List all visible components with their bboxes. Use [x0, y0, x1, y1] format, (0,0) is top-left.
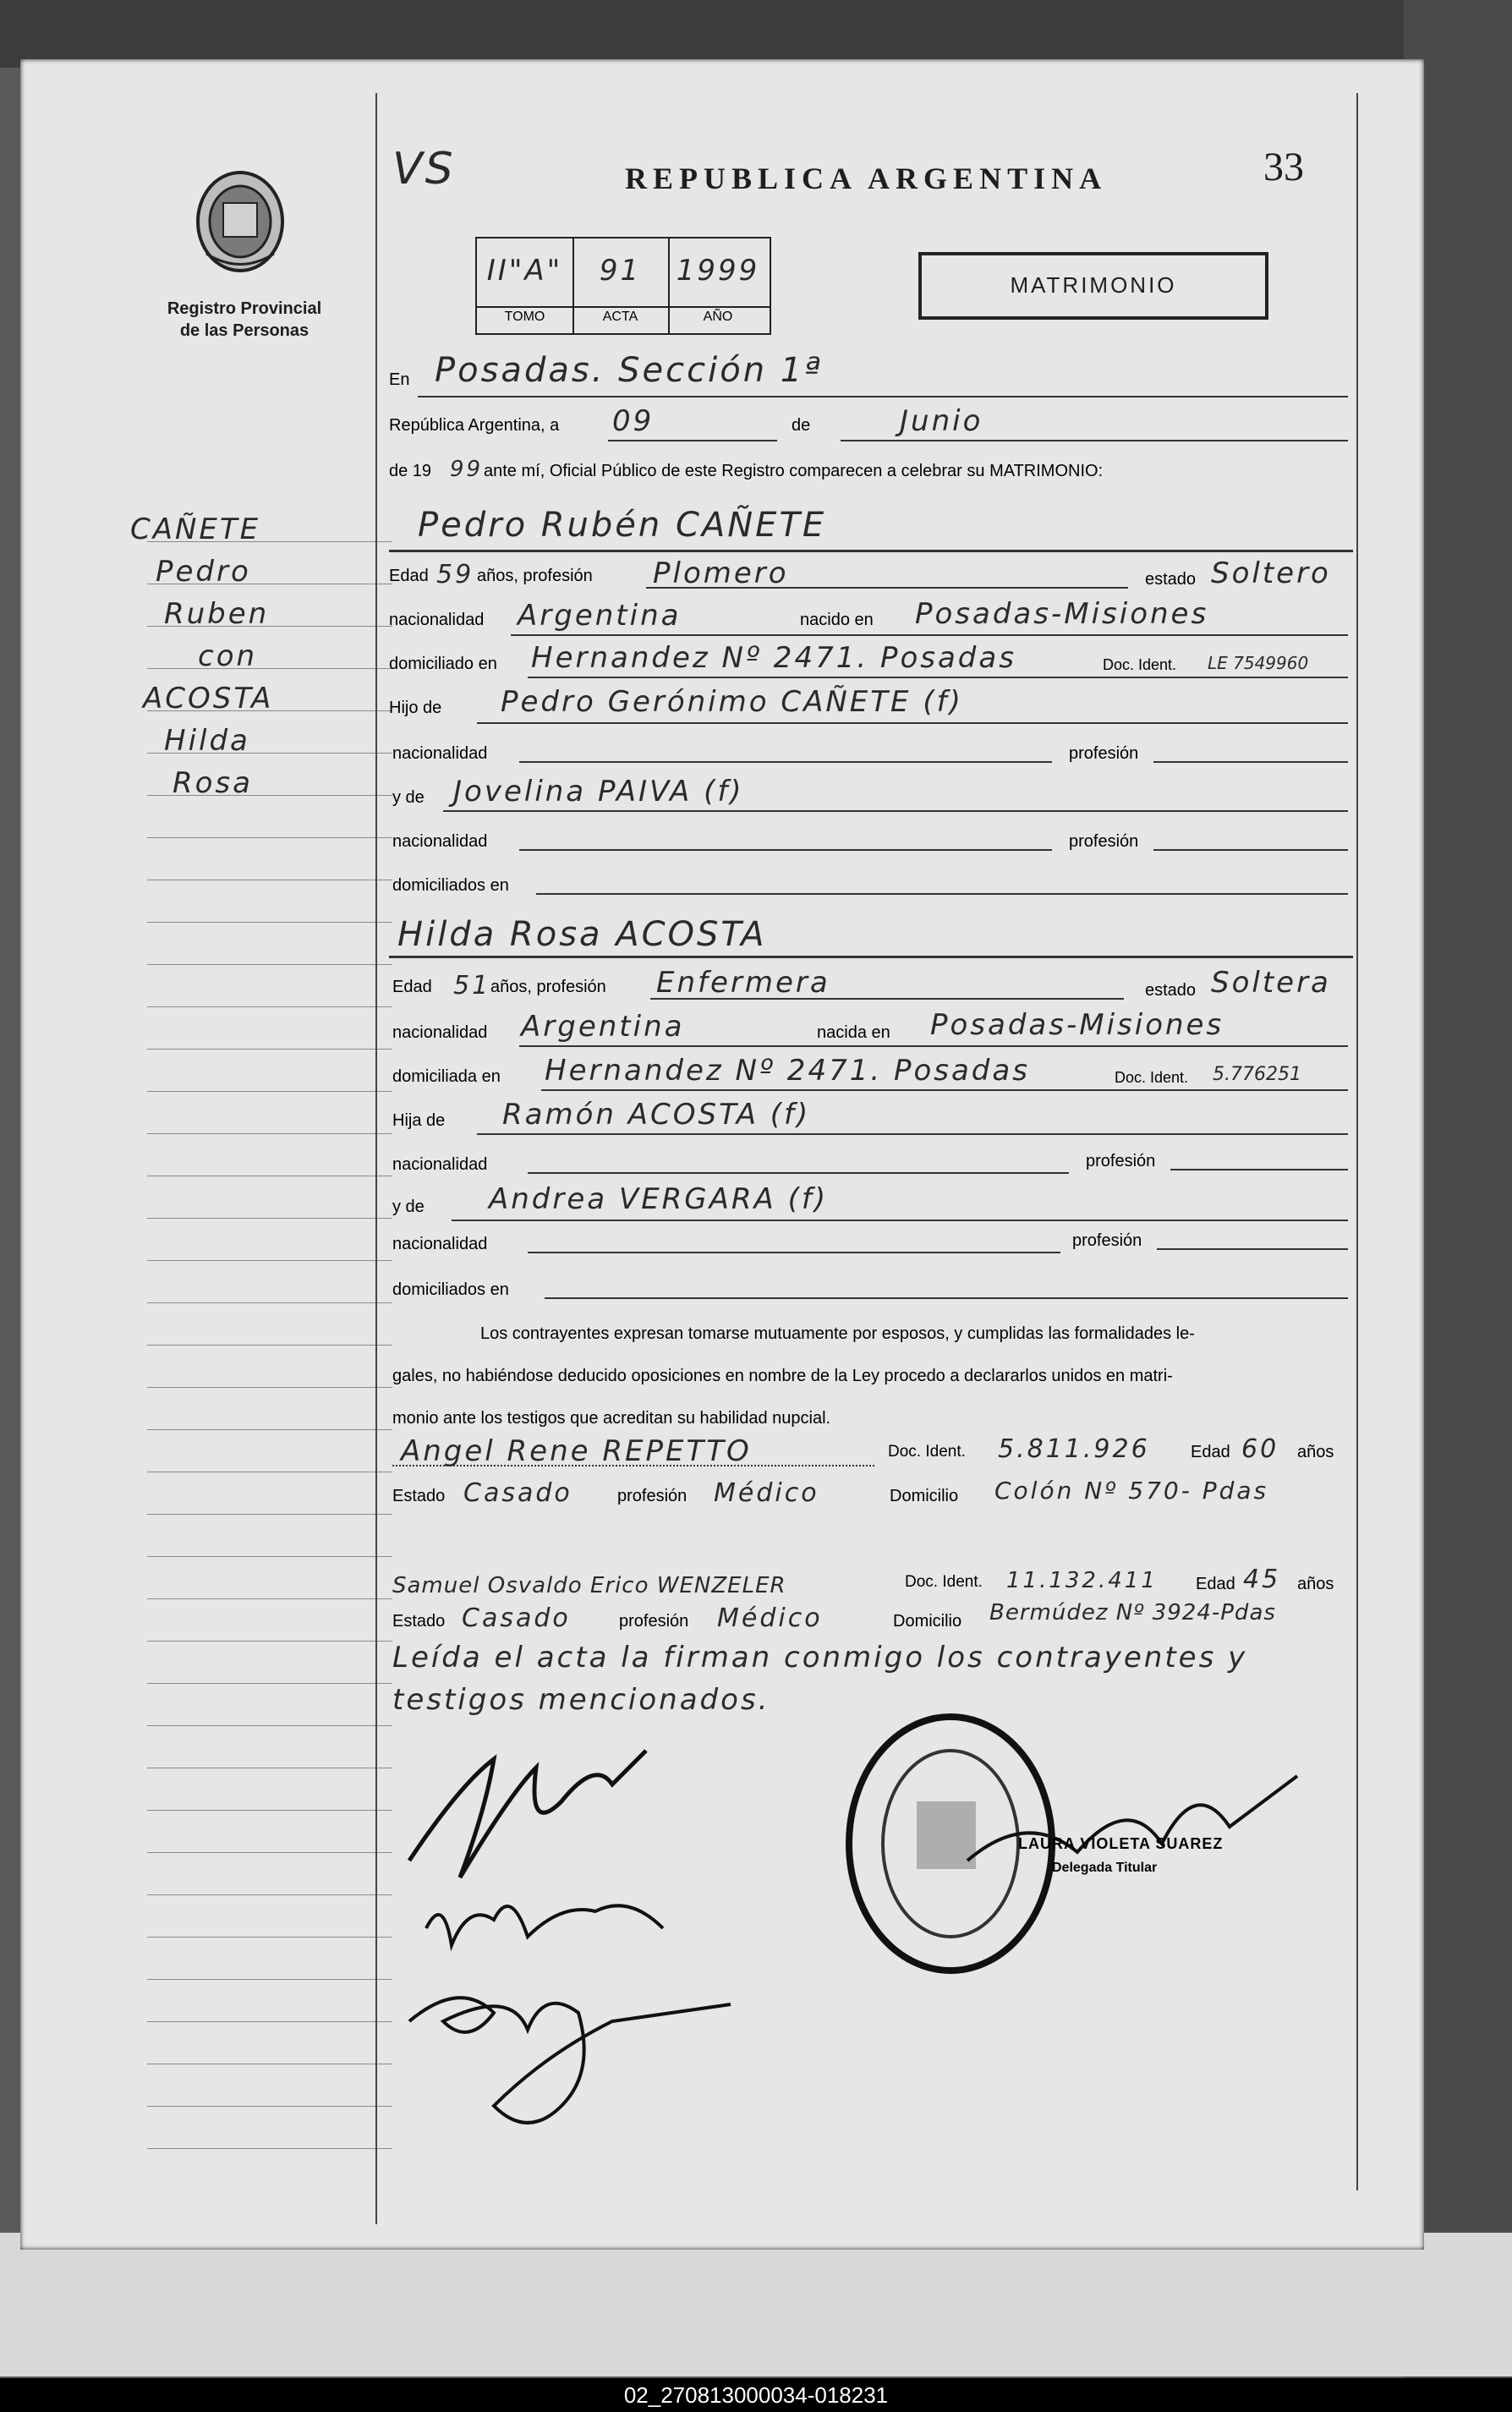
bride-nationality: Argentina — [521, 1010, 685, 1044]
witness2-address: Bermúdez Nº 3924-Pdas — [989, 1600, 1276, 1625]
witness1-address: Colón Nº 570- Pdas — [994, 1477, 1269, 1505]
bride-doc: 5.776251 — [1213, 1064, 1301, 1085]
witness2-prof-label: profesión — [619, 1612, 689, 1631]
margin-surname-bride: ACOSTA — [143, 682, 274, 715]
bride-profesion-label: años, profesión — [490, 978, 606, 996]
ano-label: AÑO — [703, 310, 733, 324]
groom-father: Pedro Gerónimo CAÑETE (f) — [501, 685, 963, 719]
bride-nacida-label: nacida en — [817, 1023, 890, 1042]
groom-nac2-label: nacionalidad — [392, 744, 488, 763]
groom-birthplace: Posadas-Misiones — [915, 597, 1209, 631]
background-bottom — [0, 2233, 1512, 2376]
groom-hijo-label: Hijo de — [389, 699, 442, 717]
margin-column — [20, 59, 375, 2250]
doc-type-label: MATRIMONIO — [1010, 272, 1177, 298]
day-value: 09 — [612, 404, 655, 438]
doc-type-box — [918, 252, 1268, 320]
witness2-doc-label: Doc. Ident. — [905, 1573, 983, 1591]
groom-doc-label: Doc. Ident. — [1103, 656, 1177, 673]
ano-value: 1999 — [676, 254, 760, 288]
year-prefix: de 19 — [389, 462, 432, 480]
bride-edad-label: Edad — [392, 978, 432, 996]
margin-con: con — [198, 639, 258, 673]
acta-label: ACTA — [602, 310, 638, 324]
bride-estado: Soltera — [1211, 966, 1331, 1000]
page-number: 33 — [1263, 145, 1304, 189]
de-label: de — [792, 416, 811, 435]
registry-name-line2: de las Personas — [179, 321, 310, 340]
witness1-dom-label: Domicilio — [890, 1487, 959, 1505]
bride-nac3-label: nacionalidad — [392, 1235, 488, 1253]
background-top — [0, 0, 1512, 68]
witness1-doc-label: Doc. Ident. — [888, 1443, 966, 1461]
witness2-estado: Casado — [462, 1603, 571, 1633]
bride-age: 51 — [453, 971, 491, 1000]
witness2-estado-label: Estado — [392, 1612, 446, 1631]
footer-id: 02_270813000034-018231 — [0, 2378, 1512, 2412]
groom-domiciliado-label: domiciliado en — [389, 655, 497, 673]
witness2-age: 45 — [1243, 1565, 1281, 1594]
month-value: Junio — [900, 404, 983, 438]
acta-value: 91 — [599, 254, 642, 288]
bride-estado-label: estado — [1145, 981, 1197, 1000]
bride-address: Hernandez Nº 2471. Posadas — [545, 1054, 1030, 1088]
declaration-line1: Los contrayentes expresan tomarse mutuamente por esposos, y cumplidas las formalidades le- — [480, 1324, 1195, 1343]
witness1-prof-label: profesión — [617, 1487, 688, 1505]
document-page — [20, 59, 1424, 2250]
witness1-estado-label: Estado — [392, 1487, 446, 1505]
bride-father: Ramón ACOSTA (f) — [502, 1098, 811, 1132]
groom-domiciliados-label: domiciliados en — [392, 876, 509, 895]
groom-address: Hernandez Nº 2471. Posadas — [531, 641, 1016, 675]
bride-profession: Enfermera — [656, 966, 830, 1000]
groom-edad-label: Edad — [389, 567, 429, 585]
witness1-profession: Médico — [714, 1478, 819, 1508]
bride-prof3-label: profesión — [1072, 1231, 1142, 1250]
witness2-dom-label: Domicilio — [893, 1612, 962, 1631]
tomo-label: TOMO — [504, 310, 545, 324]
margin-given-name-4: Rosa — [173, 766, 253, 800]
witness1-age: 60 — [1241, 1434, 1279, 1464]
groom-mother: Jovelina PAIVA (f) — [453, 775, 744, 809]
witness1-doc: 5.811.926 — [998, 1434, 1150, 1464]
margin-given-name-1: Pedro — [156, 555, 251, 589]
witness2-edad-label: Edad — [1196, 1575, 1235, 1593]
margin-given-name-3: Hilda — [164, 724, 250, 758]
groom-profession: Plomero — [653, 556, 789, 590]
witness2-doc: 11.132.411 — [1006, 1568, 1158, 1593]
margin-given-name-2: Ruben — [164, 597, 270, 631]
groom-nac3-label: nacionalidad — [392, 832, 488, 851]
place-value: Posadas. Sección 1ª — [435, 351, 824, 390]
bride-prof2-label: profesión — [1086, 1152, 1156, 1170]
year-suffix: 99 — [450, 457, 484, 482]
groom-profesion-label: años, profesión — [477, 567, 593, 585]
groom-name: Pedro Rubén CAÑETE — [418, 506, 827, 545]
witness1-name: Angel Rene REPETTO — [401, 1434, 752, 1468]
bride-yde-label: y de — [392, 1198, 425, 1216]
groom-doc: LE 7549960 — [1208, 653, 1309, 673]
witness2-name: Samuel Osvaldo Erico WENZELER — [392, 1573, 786, 1598]
groom-estado: Soltero — [1211, 556, 1331, 590]
margin-surname-groom: CAÑETE — [130, 513, 261, 546]
witness1-estado: Casado — [463, 1478, 572, 1508]
tomo-value: II"A" — [486, 254, 563, 288]
bride-doc-label: Doc. Ident. — [1115, 1069, 1189, 1086]
groom-yde-label: y de — [392, 788, 425, 807]
declaration-line3: monio ante los testigos que acreditan su habilidad nupcial. — [392, 1409, 831, 1428]
bride-domiciliada-label: domiciliada en — [392, 1067, 501, 1086]
country-title: REPUBLICA ARGENTINA — [625, 162, 1108, 195]
bride-name: Hilda Rosa ACOSTA — [397, 915, 767, 954]
bride-nacionalidad-label: nacionalidad — [392, 1023, 488, 1042]
reference-box — [475, 237, 771, 335]
signatures-icon — [392, 1734, 748, 2174]
bride-domiciliados-label: domiciliados en — [392, 1280, 509, 1299]
registry-name-line1: Registro Provincial — [167, 299, 322, 318]
republica-label: República Argentina, a — [389, 416, 560, 435]
closing-line1: Leída el acta la firman conmigo los contrayentes y — [392, 1641, 1248, 1675]
official-name: LAURA VIOLETA SUAREZ — [1018, 1835, 1224, 1852]
bride-nac2-label: nacionalidad — [392, 1155, 488, 1174]
declaration-line2: gales, no habiéndose deducido oposiciones en nombre de la Ley procedo a declararlos unidos en matri- — [392, 1367, 1173, 1385]
groom-estado-label: estado — [1145, 570, 1197, 589]
corner-mark: VS — [392, 144, 456, 195]
closing-line2: testigos mencionados. — [392, 1683, 770, 1717]
groom-nacionalidad-label: nacionalidad — [389, 611, 485, 629]
en-label: En — [389, 370, 410, 389]
margin-divider — [375, 93, 377, 2224]
groom-prof2-label: profesión — [1069, 744, 1139, 763]
intro-phrase: ante mí, Oficial Público de este Registro comparecen a celebrar su MATRIMONIO: — [484, 462, 1104, 480]
witness2-anos-label: años — [1297, 1575, 1334, 1593]
groom-nationality: Argentina — [518, 599, 682, 633]
witness1-anos-label: años — [1297, 1443, 1334, 1461]
witness1-edad-label: Edad — [1191, 1443, 1230, 1461]
groom-nacido-label: nacido en — [800, 611, 874, 629]
bride-hija-label: Hija de — [392, 1111, 446, 1130]
bride-mother: Andrea VERGARA (f) — [489, 1182, 829, 1216]
witness2-profession: Médico — [717, 1603, 823, 1633]
bride-birthplace: Posadas-Misiones — [930, 1008, 1224, 1042]
coat-of-arms-icon — [189, 169, 291, 279]
groom-age: 59 — [436, 560, 474, 589]
official-title: Delegada Titular — [1052, 1861, 1158, 1875]
groom-prof3-label: profesión — [1069, 832, 1139, 851]
right-border — [1356, 93, 1358, 2190]
